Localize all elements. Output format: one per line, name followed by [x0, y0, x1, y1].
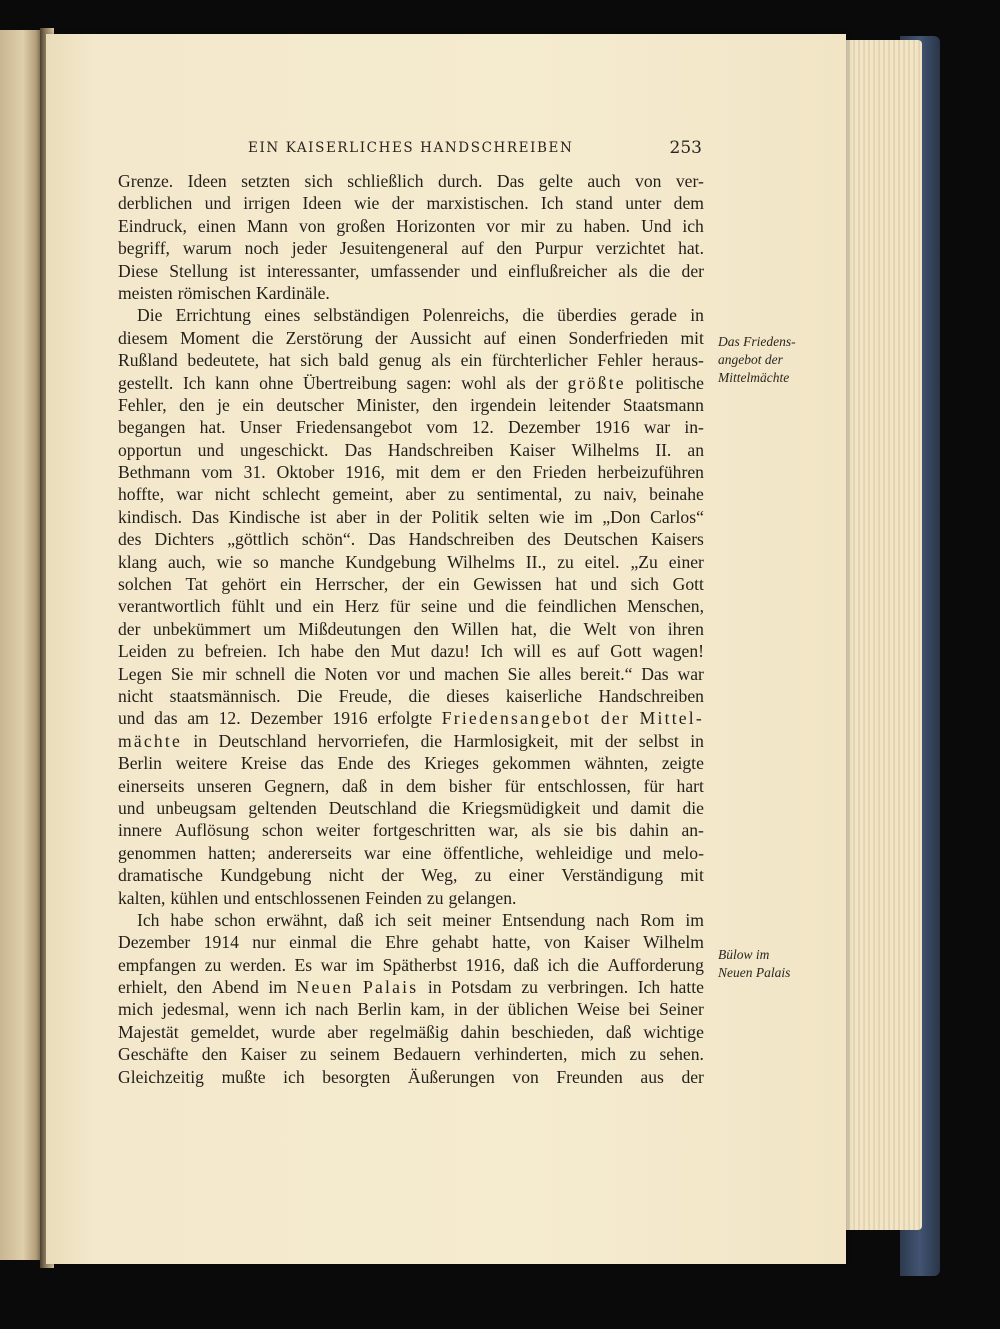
margin-note-line: Bülow im: [718, 947, 770, 962]
text-line: solchen Tat gehört ein Herrscher, der ein Gewissen hat und sich Gott: [118, 574, 704, 595]
text-line: des Dichters „göttlich schön“. Das Handschreiben des Deutschen Kaisers: [118, 529, 704, 550]
text-line: kalten, kühlen und entschlossenen Feinden zu gelangen.: [118, 887, 517, 908]
margin-note-buelow: [718, 946, 790, 982]
text-line: Rußland bedeutete, hat sich bald genug als ein fürchterlicher Fehler heraus-: [118, 350, 704, 371]
text-line: begangen hat. Unser Friedensangebot vom 12. Dezember 1916 war in-: [118, 417, 704, 438]
text-line: Dezember 1914 nur einmal die Ehre gehabt hatte, von Kaiser Wilhelm: [118, 932, 704, 953]
running-title: EIN KAISERLICHES HANDSCHREIBEN: [248, 140, 574, 156]
text-line: Leiden zu befreien. Ich habe den Mut dazu! Ich will es auf Gott wagen!: [118, 641, 704, 662]
text-line: kindisch. Das Kindische ist aber in der Politik selten wie im „Don Carlos“: [118, 506, 704, 527]
text-line: empfangen zu werden. Es war im Spätherbst 1916, daß ich die Aufforderung: [118, 954, 704, 975]
text-line: opportun und ungeschickt. Das Handschreiben Kaiser Wilhelms II. an: [118, 439, 704, 460]
text-line: diesem Moment die Zerstörung der Aussicht auf einen Sonderfrieden mit: [118, 327, 704, 348]
text-line: Geschäfte den Kaiser zu seinem Bedauern verhinderten, mich zu sehen.: [118, 1044, 704, 1065]
text-line: der unbekümmert um Mißdeutungen den Willen hat, die Welt von ihren: [118, 618, 704, 639]
text-line: Fehler, den je ein deutscher Minister, den irgendein leitender Staatsmann: [118, 394, 704, 415]
text-line: Ich habe schon erwähnt, daß ich seit meiner Entsendung nach Rom im: [137, 909, 704, 930]
text-line: mich jedesmal, wenn ich nach Berlin kam, in der üblichen Weise bei Seiner: [118, 999, 704, 1020]
margin-note-line: Das Friedens-: [718, 334, 796, 349]
text-line: und unbeugsam geltenden Deutschland die Kriegsmüdigkeit und damit die: [118, 797, 704, 818]
text-line: meisten römischen Kardinäle.: [118, 282, 330, 303]
page-number: 253: [669, 138, 702, 158]
margin-note-line: Neuen Palais: [718, 965, 791, 980]
margin-note-line: angebot der: [718, 352, 783, 367]
text-line: derblichen und irrigen Ideen wie der marxistischen. Ich stand unter dem: [118, 193, 704, 214]
body-text: [118, 170, 704, 1088]
text-line: dramatische Kundgebung nicht der Weg, zu einer Verständigung mit: [118, 865, 704, 886]
text-line: Berlin weitere Kreise das Ende des Krieges gekommen wähnten, zeigte: [118, 753, 704, 774]
text-line: genommen hatten; andererseits war eine öffentliche, wehleidige und melo-: [118, 842, 704, 863]
text-line: erhielt, den Abend im Neuen Palais in Potsdam zu verbringen. Ich hatte: [118, 977, 704, 998]
text-line: mächte in Deutschland hervorriefen, die Harmlosigkeit, mit der selbst in: [118, 730, 704, 751]
text-line: Gleichzeitig mußte ich besorgten Äußerungen von Freunden aus der: [118, 1066, 704, 1087]
text-line: klang auch, wie so manche Kundgebung Wilhelms II., zu eitel. „Zu einer: [118, 551, 704, 572]
text-line: Diese Stellung ist interessanter, umfassender und einflußreicher als die der: [118, 260, 704, 281]
text-line: Legen Sie mir schnell die Noten vor und machen Sie alles bereit.“ Das war: [118, 663, 704, 684]
left-page-edge: [0, 30, 42, 1260]
text-line: Majestät gemeldet, wurde aber regelmäßig dahin beschieden, daß wichtige: [118, 1021, 704, 1042]
text-line: Eindruck, einen Mann von großen Horizonten vor mir zu haben. Und ich: [118, 215, 704, 236]
text-line: und das am 12. Dezember 1916 erfolgte Friedensangebot der Mittel-: [118, 708, 704, 729]
margin-note-line: Mittelmächte: [718, 370, 790, 385]
margin-note-friedensangebot: [718, 333, 796, 387]
text-line: Grenze. Ideen setzten sich schließlich durch. Das gelte auch von ver-: [118, 171, 704, 191]
text-line: begriff, warum noch jeder Jesuitengeneral auf den Purpur verzichtet hat.: [118, 238, 704, 259]
text-line: innere Auflösung schon weiter fortgeschritten war, als sie bis dahin an-: [118, 820, 704, 841]
text-line: verantwortlich fühlt und ein Herz für seine und die feindlichen Menschen,: [118, 596, 704, 617]
text-line: Die Errichtung eines selbständigen Polenreichs, die überdies gerade in: [137, 305, 704, 326]
text-line: Bethmann vom 31. Oktober 1916, mit dem er den Frieden herbeizuführen: [118, 462, 704, 483]
text-line: einerseits unseren Gegnern, daß in dem bisher für entschlossen, für hart: [118, 775, 704, 796]
text-line: gestellt. Ich kann ohne Übertreibung sagen: wohl als der größte politische: [118, 372, 704, 393]
text-line: nicht staatsmännisch. Die Freude, die dieses kaiserliche Handschreiben: [118, 685, 704, 706]
text-line: hoffte, war nicht schlecht gemeint, aber zu sentimental, zu naiv, beinahe: [118, 484, 704, 505]
